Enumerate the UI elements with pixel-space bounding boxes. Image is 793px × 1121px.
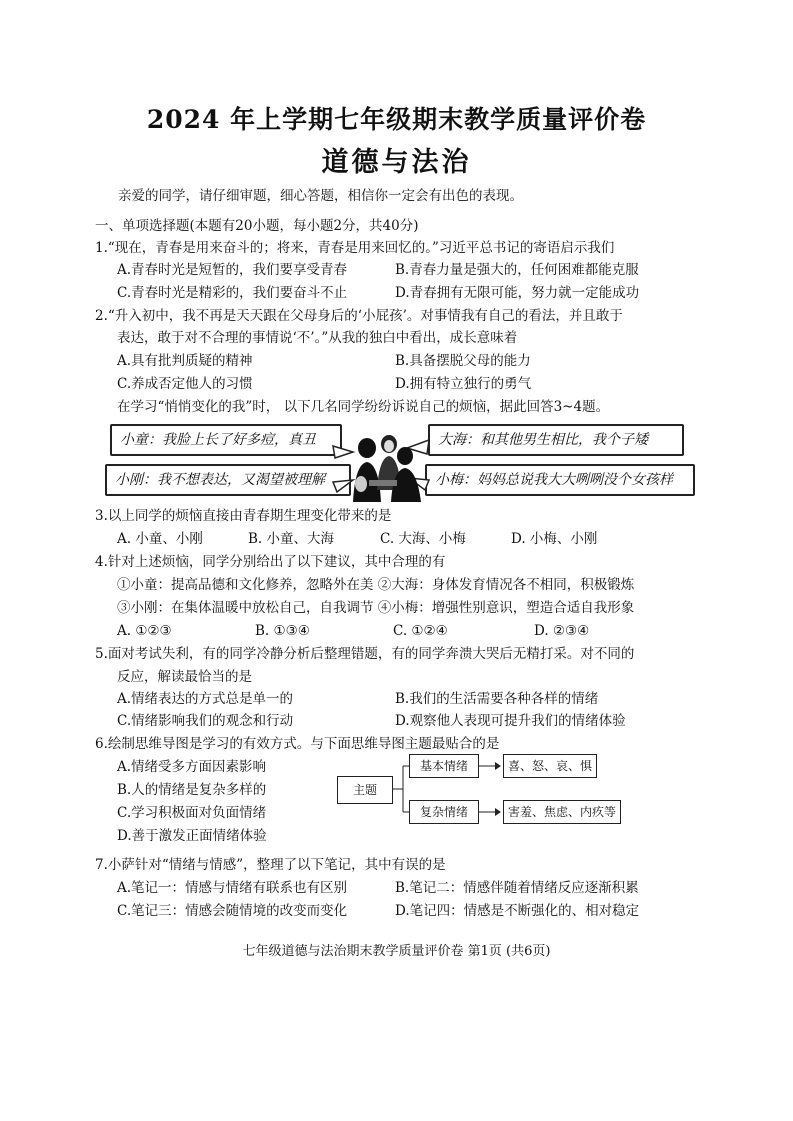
q5-option-d: D.观察他人表现可提升我们的情绪体验 — [395, 713, 626, 729]
mind-map-basic-items: 喜、怒、哀、惧 — [503, 754, 597, 778]
q5-option-c: C.情绪影响我们的观念和行动 — [117, 713, 294, 729]
q2-option-c: C.养成否定他人的习惯 — [117, 376, 253, 392]
students-drawing — [331, 422, 431, 502]
bubble-xiaotong: 小童：我脸上长了好多痘，真丑 — [110, 424, 342, 456]
mind-map-diagram — [337, 752, 627, 830]
mind-map-complex-items: 害羞、焦虑、内疚等 — [503, 800, 621, 824]
q3-option-a: A. 小童、小刚 — [117, 531, 203, 547]
mind-map-topic: 主题 — [337, 776, 393, 804]
q1-option-d: D.青春拥有无限可能，努力就一定能成功 — [395, 285, 640, 301]
q2-option-a: A.具有批判质疑的精神 — [117, 353, 253, 369]
q2-option-b: B.具备摆脱父母的能力 — [395, 353, 531, 369]
q4-suggestions-line2: ③小刚：在集体温暖中放松自己，自我调节 ④小梅：增强性别意识，塑造合适自我形象 — [117, 600, 635, 616]
section-heading: 一、单项选择题(本题有20小题，每小题2分，共40分) — [95, 218, 419, 234]
q5-option-b: B.我们的生活需要各种各样的情绪 — [395, 691, 599, 707]
q6-stem: 6.绘制思维导图是学习的有效方式。与下面思维导图主题最贴合的是 — [95, 736, 500, 752]
q6-option-a: A.情绪受多方面因素影响 — [117, 759, 267, 775]
comic-illustration — [103, 420, 693, 502]
q7-option-c: C.笔记三：情感会随情境的改变而变化 — [117, 903, 348, 919]
exam-title: 2024 年上学期七年级期末教学质量评价卷 — [146, 105, 647, 134]
q2-stem-line2: 表达，敢于对不合理的事情说‘不’。”从我的独白中看出，成长意味着 — [117, 330, 518, 346]
q3-stem: 3.以上同学的烦恼直接由青春期生理变化带来的是 — [95, 508, 392, 524]
q6-option-c: C.学习积极面对负面情绪 — [117, 805, 267, 821]
q4-stem: 4.针对上述烦恼，同学分别给出了以下建议，其中合理的有 — [95, 554, 446, 570]
mind-map-complex-emotion: 复杂情绪 — [409, 800, 479, 824]
q1-option-b: B.青春力量是强大的，任何困难都能克服 — [395, 262, 639, 278]
intro-text: 亲爱的同学，请仔细审题，细心答题，相信你一定会有出色的表现。 — [118, 188, 523, 204]
bubble-xiaogang: 小刚：我不想表达，又渴望被理解 — [105, 464, 351, 496]
bubble-dahai: 大海：和其他男生相比，我个子矮 — [428, 424, 684, 456]
q5-stem-line1: 5.面对考试失利，有的同学冷静分析后整理错题，有的同学奔溃大哭后无精打采。对不同的 — [95, 646, 635, 662]
q3-option-d: D. 小梅、小刚 — [511, 531, 598, 547]
q7-stem: 7.小萨针对“情绪与情感”，整理了以下笔记，其中有误的是 — [95, 857, 446, 873]
bubble-xiaomei: 小梅：妈妈总说我大大咧咧没个女孩样 — [425, 464, 695, 496]
q7-option-b: B.笔记二：情感伴随着情绪反应逐渐积累 — [395, 880, 639, 896]
q7-option-d: D.笔记四：情感是不断强化的、相对稳定 — [395, 903, 640, 919]
page-footer: 七年级道德与法治期末教学质量评价卷 第1页 (共6页) — [242, 944, 551, 959]
q6-option-b: B.人的情绪是复杂多样的 — [117, 782, 267, 798]
subject-title: 道德与法治 — [321, 147, 472, 178]
q2-stem-line1: 2.“升入初中，我不再是天天跟在父母身后的‘小屁孩’。对事情我有自己的看法，并且敢于 — [95, 308, 623, 324]
q4-option-c: C. ①②④ — [393, 623, 448, 639]
q1-stem: 1.“现在，青春是用来奋斗的；将来，青春是用来回忆的。”习近平总书记的寄语启示我们 — [95, 240, 615, 256]
material-intro: 在学习“悄悄变化的我”时， 以下几名同学纷纷诉说自己的烦恼，据此回答3~4题。 — [117, 399, 610, 415]
q5-stem-line2: 反应，解读最恰当的是 — [117, 669, 252, 685]
q5-option-a: A.情绪表达的方式总是单一的 — [117, 691, 294, 707]
q1-option-a: A.青春时光是短暂的，我们要享受青春 — [117, 262, 348, 278]
q1-option-c: C.青春时光是精彩的，我们要奋斗不止 — [117, 285, 348, 301]
q6-option-d: D.善于激发正面情绪体验 — [117, 828, 267, 844]
mind-map-basic-emotion: 基本情绪 — [409, 754, 479, 778]
q4-suggestions-line1: ①小童：提高品德和文化修养，忽略外在美 ②大海：身体发育情况各不相同，积极锻炼 — [117, 577, 635, 593]
q3-option-c: C. 大海、小梅 — [380, 531, 466, 547]
q2-option-d: D.拥有特立独行的勇气 — [395, 376, 532, 392]
q4-option-d: D. ②③④ — [534, 623, 590, 639]
q4-option-b: B. ①③④ — [255, 623, 310, 639]
q4-option-a: A. ①②③ — [117, 623, 172, 639]
q7-option-a: A.笔记一：情感与情绪有联系也有区别 — [117, 880, 348, 896]
q3-option-b: B. 小童、大海 — [248, 531, 335, 547]
